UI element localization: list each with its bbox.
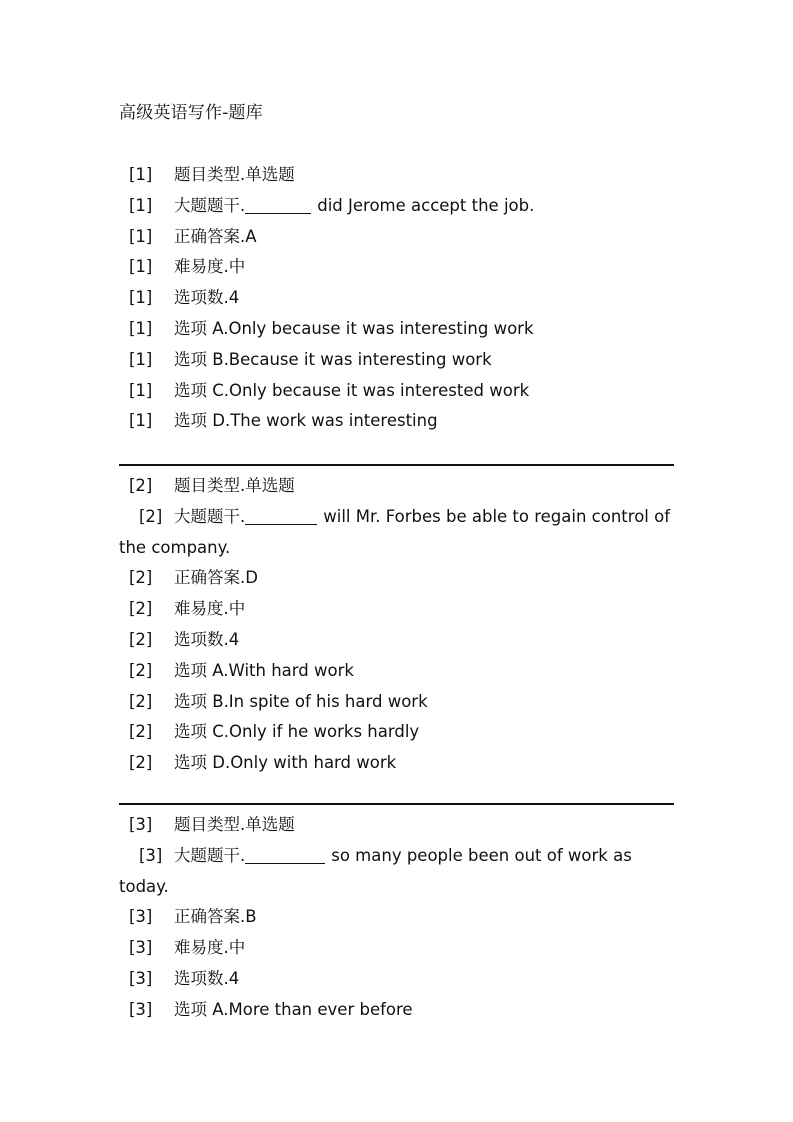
- answer-blank: [245, 195, 311, 214]
- option-a: 选项 A.More than ever before: [174, 999, 413, 1019]
- question-stem-prefix: 大题题干.: [174, 845, 246, 865]
- question-number: [2]: [139, 506, 163, 526]
- question-number: [1]: [129, 226, 153, 246]
- question-stem-text: so many people been out of work as today.: [119, 845, 632, 896]
- question-number: [2]: [129, 753, 153, 773]
- question-stem-prefix: 大题题干.: [174, 195, 246, 215]
- option-count-line: [119, 964, 675, 995]
- option-line: [119, 995, 675, 1026]
- difficulty: 难易度.中: [174, 938, 246, 958]
- question-type-line: [119, 471, 675, 502]
- correct-answer: 正确答案.A: [174, 226, 257, 246]
- question-stem-line: [119, 191, 675, 222]
- difficulty: 难易度.中: [174, 257, 246, 277]
- question-number: [2]: [129, 629, 153, 649]
- option-line: [119, 314, 675, 345]
- question-number: [2]: [129, 660, 153, 680]
- option-line: [119, 656, 675, 687]
- question-number: [1]: [129, 288, 153, 308]
- question-number: [1]: [129, 318, 153, 338]
- answer-blank: [245, 506, 317, 525]
- question-number: [1]: [129, 165, 153, 184]
- correct-answer: 正确答案.D: [174, 568, 258, 588]
- difficulty-line: [119, 933, 675, 964]
- option-line: [119, 406, 675, 437]
- option-c: 选项 C.Only because it was interested work: [174, 380, 530, 400]
- option-line: [119, 717, 675, 748]
- question-number: [3]: [129, 938, 153, 958]
- option-b: 选项 B.Because it was interesting work: [174, 349, 492, 369]
- question-divider: [119, 464, 674, 466]
- question-number: [1]: [129, 257, 153, 277]
- option-count: 选项数.4: [174, 629, 240, 649]
- question-number: [2]: [129, 568, 153, 588]
- option-line: [119, 345, 675, 376]
- option-line: [119, 748, 675, 779]
- option-a: 选项 A.With hard work: [174, 660, 354, 680]
- question-type: 题目类型.单选题: [174, 476, 295, 495]
- question-stem-line: [119, 502, 675, 564]
- question-block: [119, 160, 675, 437]
- correct-answer-line: [119, 563, 675, 594]
- option-d: 选项 D.Only with hard work: [174, 753, 397, 773]
- option-b: 选项 B.In spite of his hard work: [174, 691, 428, 711]
- question-type-line: [119, 810, 675, 841]
- option-c: 选项 C.Only if he works hardly: [174, 722, 420, 742]
- question-number: [3]: [129, 968, 153, 988]
- difficulty: 难易度.中: [174, 599, 246, 619]
- question-number: [1]: [129, 349, 153, 369]
- question-divider: [119, 803, 674, 805]
- document-title: 高级英语写作-题库: [119, 103, 263, 123]
- answer-blank: [245, 845, 325, 864]
- question-number: [1]: [129, 411, 153, 431]
- question-number: [2]: [129, 599, 153, 619]
- question-stem-text: did Jerome accept the job.: [317, 195, 535, 215]
- question-type: 题目类型.单选题: [174, 815, 295, 834]
- option-count: 选项数.4: [174, 968, 240, 988]
- correct-answer-line: [119, 222, 675, 253]
- difficulty-line: [119, 252, 675, 283]
- question-number: [3]: [129, 815, 153, 834]
- question-number: [2]: [129, 722, 153, 742]
- question-block: [119, 464, 675, 779]
- option-line: [119, 687, 675, 718]
- question-number: [2]: [129, 476, 153, 495]
- question-stem-text: will Mr. Forbes be able to regain control of the company.: [119, 506, 671, 557]
- question-number: [1]: [129, 380, 153, 400]
- option-a: 选项 A.Only because it was interesting work: [174, 318, 534, 338]
- option-count: 选项数.4: [174, 288, 240, 308]
- question-number: [3]: [129, 907, 153, 927]
- correct-answer: 正确答案.B: [174, 907, 257, 927]
- option-count-line: [119, 625, 675, 656]
- question-type: 题目类型.单选题: [174, 165, 295, 184]
- option-d: 选项 D.The work was interesting: [174, 411, 438, 431]
- correct-answer-line: [119, 902, 675, 933]
- question-number: [1]: [129, 195, 153, 215]
- question-number: [3]: [139, 845, 163, 865]
- question-block: [119, 803, 675, 1026]
- option-count-line: [119, 283, 675, 314]
- question-number: [2]: [129, 691, 153, 711]
- question-type-line: [119, 160, 675, 191]
- difficulty-line: [119, 594, 675, 625]
- question-stem-line: [119, 841, 675, 903]
- option-line: [119, 376, 675, 407]
- question-number: [3]: [129, 999, 153, 1019]
- question-stem-prefix: 大题题干.: [174, 506, 246, 526]
